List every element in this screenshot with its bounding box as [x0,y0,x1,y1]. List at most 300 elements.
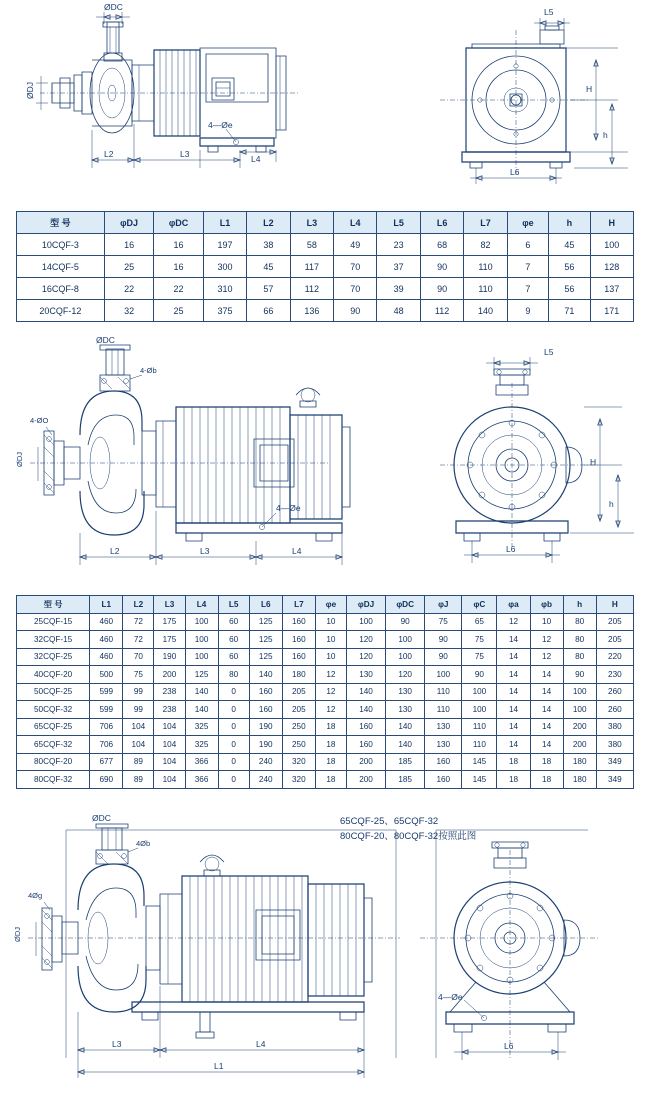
cell: 10 [315,613,346,631]
cell: 70 [123,648,154,666]
cell: 80 [563,613,596,631]
cell: 80 [563,648,596,666]
cell: 238 [154,683,185,701]
drawing-small-pump [0,0,650,200]
table-row [17,278,634,300]
cell: 18 [315,753,346,771]
cell: 125 [249,648,282,666]
col-l4: L4 [334,212,377,234]
cell: 300 [203,256,246,278]
cell: 100 [425,666,462,684]
cell: 140 [346,683,385,701]
cell: 160 [346,736,385,754]
cell: 130 [425,718,462,736]
col-l7: L7 [464,212,507,234]
cell: 160 [282,631,315,649]
cell: 14 [530,736,563,754]
cell: 0 [218,718,249,736]
svg-text:L6: L6 [504,1041,514,1051]
cell: 380 [596,718,633,736]
cell: 57 [247,278,290,300]
table-large-pump-dimensions [16,595,634,789]
table-header-row [17,596,634,614]
note-models-line1: 65CQF-25、65CQF-32 [340,816,439,827]
svg-text:L6: L6 [506,544,516,554]
cell: 10 [315,631,346,649]
cell: 80 [218,666,249,684]
svg-text:ØDC: ØDC [104,2,123,12]
cell: 325 [185,736,218,754]
table-header-row [17,212,634,234]
cell: 12 [497,613,530,631]
cell: 56 [549,278,590,300]
col-l1: L1 [90,596,123,614]
cell: 80CQF-20 [17,753,90,771]
svg-text:ØDJ: ØDJ [13,927,22,942]
cell: 10 [530,613,563,631]
cell: 205 [596,613,633,631]
cell: 45 [549,234,590,256]
cell: 250 [282,736,315,754]
cell: 65CQF-32 [17,736,90,754]
svg-text:L3: L3 [180,149,190,159]
svg-text:L5: L5 [544,347,554,357]
cell: 14 [530,701,563,719]
col-l5: L5 [377,212,420,234]
note-models-line2: 80CQF-20、80CQF-32按照此图 [340,831,477,842]
cell: 16CQF-8 [17,278,105,300]
cell: 375 [203,300,246,322]
cell: 190 [249,736,282,754]
svg-text:4—Øe: 4—Øe [208,120,233,130]
cell: 325 [185,718,218,736]
cell: 125 [249,631,282,649]
cell: 0 [218,701,249,719]
cell: 205 [282,683,315,701]
cell: 460 [90,648,123,666]
svg-text:L2: L2 [110,546,120,556]
col-l3: L3 [290,212,333,234]
cell: 145 [462,753,497,771]
svg-text:H: H [586,84,593,94]
cell: 160 [249,683,282,701]
cell: 18 [530,771,563,789]
cell: 100 [563,701,596,719]
cell: 65 [462,613,497,631]
cell: 12 [315,683,346,701]
cell: 160 [249,701,282,719]
cell: 25CQF-15 [17,613,90,631]
cell: 349 [596,771,633,789]
cell: 140 [346,701,385,719]
cell: 175 [154,613,185,631]
cell: 100 [346,613,385,631]
col-l3: L3 [154,596,185,614]
cell: 104 [154,753,185,771]
cell: 65CQF-25 [17,718,90,736]
cell: 14 [497,631,530,649]
cell: 100 [185,648,218,666]
cell: 23 [377,234,420,256]
cell: 460 [90,631,123,649]
col-a: φa [497,596,530,614]
cell: 60 [218,613,249,631]
cell: 140 [386,718,425,736]
cell: 60 [218,648,249,666]
cell: 32 [104,300,153,322]
svg-text:L4: L4 [256,1039,266,1049]
cell: 110 [462,718,497,736]
cell: 120 [346,631,385,649]
cell: 110 [425,701,462,719]
table-row [17,701,634,719]
svg-text:4—Øe: 4—Øe [276,503,301,513]
cell: 140 [185,683,218,701]
cell: 18 [315,736,346,754]
cell: 48 [377,300,420,322]
cell: 180 [563,753,596,771]
cell: 100 [462,701,497,719]
col-e: φe [507,212,548,234]
cell: 100 [386,631,425,649]
cell: 100 [185,631,218,649]
cell: 60 [218,631,249,649]
cell: 14CQF-5 [17,256,105,278]
table-row [17,771,634,789]
cell: 72 [123,631,154,649]
cell: 100 [563,683,596,701]
cell: 14 [497,701,530,719]
cell: 260 [596,683,633,701]
cell: 7 [507,256,548,278]
cell: 104 [154,771,185,789]
cell: 14 [497,736,530,754]
cell: 310 [203,278,246,300]
cell: 112 [290,278,333,300]
cell: 460 [90,613,123,631]
cell: 9 [507,300,548,322]
svg-text:4-ØO: 4-ØO [30,416,49,425]
cell: 90 [563,666,596,684]
svg-text:4Øg: 4Øg [28,891,43,900]
col-h-small: h [563,596,596,614]
cell: 110 [464,256,507,278]
cell: 500 [90,666,123,684]
cell: 128 [590,256,633,278]
cell: 197 [203,234,246,256]
cell: 39 [377,278,420,300]
cell: 220 [596,648,633,666]
col-dj: φDJ [104,212,153,234]
cell: 130 [425,736,462,754]
col-b: φb [530,596,563,614]
cell: 706 [90,736,123,754]
cell: 205 [596,631,633,649]
cell: 32CQF-15 [17,631,90,649]
cell: 190 [249,718,282,736]
cell: 38 [247,234,290,256]
cell: 706 [90,718,123,736]
cell: 349 [596,753,633,771]
cell: 171 [590,300,633,322]
col-dc: φDC [154,212,203,234]
svg-text:ØDC: ØDC [92,813,111,823]
col-dj: φDJ [346,596,385,614]
cell: 205 [282,701,315,719]
cell: 250 [282,718,315,736]
table-row [17,736,634,754]
cell: 99 [123,701,154,719]
cell: 185 [386,753,425,771]
cell: 75 [123,666,154,684]
table-row [17,718,634,736]
cell: 50CQF-32 [17,701,90,719]
cell: 14 [497,666,530,684]
table-row [17,256,634,278]
cell: 120 [386,666,425,684]
drawing-large-pump [0,810,650,1100]
cell: 190 [154,648,185,666]
cell: 50CQF-25 [17,683,90,701]
cell: 137 [590,278,633,300]
cell: 14 [497,718,530,736]
cell: 160 [346,718,385,736]
col-l7: L7 [282,596,315,614]
cell: 70 [334,278,377,300]
cell: 58 [290,234,333,256]
cell: 180 [282,666,315,684]
svg-text:L2: L2 [104,149,114,159]
cell: 160 [282,613,315,631]
cell: 80 [563,631,596,649]
cell: 380 [596,736,633,754]
cell: 40CQF-20 [17,666,90,684]
cell: 100 [590,234,633,256]
cell: 320 [282,771,315,789]
col-dc: φDC [386,596,425,614]
cell: 140 [185,701,218,719]
cell: 112 [420,300,463,322]
cell: 100 [462,683,497,701]
col-l5: L5 [218,596,249,614]
cell: 25 [104,256,153,278]
table-small-pump-dimensions [16,211,634,322]
cell: 56 [549,256,590,278]
cell: 16 [104,234,153,256]
cell: 75 [462,648,497,666]
col-h-big: H [590,212,633,234]
cell: 104 [154,718,185,736]
cell: 20CQF-12 [17,300,105,322]
svg-text:L3: L3 [112,1039,122,1049]
cell: 185 [386,771,425,789]
cell: 70 [334,256,377,278]
col-c: φC [462,596,497,614]
cell: 16 [154,256,203,278]
cell: 110 [464,278,507,300]
cell: 75 [462,631,497,649]
cell: 230 [596,666,633,684]
cell: 260 [596,701,633,719]
cell: 90 [425,631,462,649]
cell: 68 [420,234,463,256]
cell: 110 [462,736,497,754]
cell: 180 [563,771,596,789]
cell: 90 [334,300,377,322]
cell: 140 [386,736,425,754]
svg-text:L6: L6 [510,167,520,177]
table-row [17,300,634,322]
table-row [17,631,634,649]
cell: 677 [90,753,123,771]
cell: 104 [123,736,154,754]
cell: 200 [563,718,596,736]
cell: 175 [154,631,185,649]
cell: 104 [123,718,154,736]
cell: 238 [154,701,185,719]
cell: 10CQF-3 [17,234,105,256]
svg-text:L4: L4 [292,546,302,556]
svg-text:h: h [609,499,614,509]
cell: 18 [497,753,530,771]
table-row [17,683,634,701]
cell: 690 [90,771,123,789]
cell: 0 [218,683,249,701]
svg-text:L5: L5 [544,7,554,17]
cell: 90 [462,666,497,684]
col-h-big: H [596,596,633,614]
cell: 366 [185,771,218,789]
col-l2: L2 [247,212,290,234]
cell: 200 [154,666,185,684]
cell: 100 [386,648,425,666]
table-row [17,753,634,771]
table-row [17,666,634,684]
cell: 75 [425,613,462,631]
cell: 18 [530,753,563,771]
cell: 125 [249,613,282,631]
cell: 14 [497,683,530,701]
cell: 120 [346,648,385,666]
cell: 160 [425,753,462,771]
cell: 0 [218,771,249,789]
cell: 99 [123,683,154,701]
cell: 80CQF-32 [17,771,90,789]
svg-text:H: H [590,457,597,467]
cell: 599 [90,683,123,701]
cell: 18 [497,771,530,789]
cell: 12 [315,701,346,719]
cell: 89 [123,771,154,789]
cell: 12 [530,648,563,666]
cell: 90 [386,613,425,631]
cell: 200 [346,753,385,771]
cell: 14 [530,683,563,701]
col-l6: L6 [249,596,282,614]
table-row [17,648,634,666]
col-j: φJ [425,596,462,614]
cell: 25 [154,300,203,322]
svg-text:4-Øb: 4-Øb [140,366,157,375]
svg-text:4Øb: 4Øb [136,839,151,848]
cell: 10 [315,648,346,666]
cell: 66 [247,300,290,322]
cell: 200 [563,736,596,754]
col-l1: L1 [203,212,246,234]
cell: 49 [334,234,377,256]
cell: 104 [154,736,185,754]
cell: 89 [123,753,154,771]
cell: 18 [315,718,346,736]
cell: 16 [154,234,203,256]
cell: 160 [282,648,315,666]
svg-text:L1: L1 [214,1061,224,1071]
cell: 12 [530,631,563,649]
cell: 240 [249,771,282,789]
cell: 14 [497,648,530,666]
cell: 200 [346,771,385,789]
svg-text:L3: L3 [200,546,210,556]
cell: 45 [247,256,290,278]
cell: 140 [249,666,282,684]
cell: 0 [218,753,249,771]
cell: 110 [425,683,462,701]
col-model: 型 号 [17,212,105,234]
cell: 117 [290,256,333,278]
cell: 14 [530,718,563,736]
table-row [17,613,634,631]
cell: 32CQF-25 [17,648,90,666]
svg-text:ØDC: ØDC [96,335,115,345]
cell: 12 [315,666,346,684]
cell: 130 [386,701,425,719]
cell: 90 [425,648,462,666]
cell: 366 [185,753,218,771]
svg-text:ØDJ: ØDJ [25,82,35,99]
cell: 71 [549,300,590,322]
cell: 130 [386,683,425,701]
cell: 0 [218,736,249,754]
col-l4: L4 [185,596,218,614]
drawing-medium-pump [0,335,650,585]
cell: 100 [185,613,218,631]
svg-text:L4: L4 [251,154,261,164]
cell: 140 [464,300,507,322]
col-h-small: h [549,212,590,234]
cell: 14 [530,666,563,684]
col-model: 型 号 [17,596,90,614]
cell: 160 [425,771,462,789]
cell: 130 [346,666,385,684]
cell: 18 [315,771,346,789]
cell: 22 [154,278,203,300]
svg-text:4—Øe: 4—Øe [438,992,463,1002]
cell: 90 [420,278,463,300]
cell: 22 [104,278,153,300]
table-row [17,234,634,256]
cell: 72 [123,613,154,631]
cell: 145 [462,771,497,789]
svg-text:h: h [603,130,608,140]
cell: 240 [249,753,282,771]
col-l2: L2 [123,596,154,614]
cell: 136 [290,300,333,322]
col-e: φe [315,596,346,614]
col-l6: L6 [420,212,463,234]
cell: 125 [185,666,218,684]
svg-text:ØDJ: ØDJ [15,452,24,467]
cell: 7 [507,278,548,300]
